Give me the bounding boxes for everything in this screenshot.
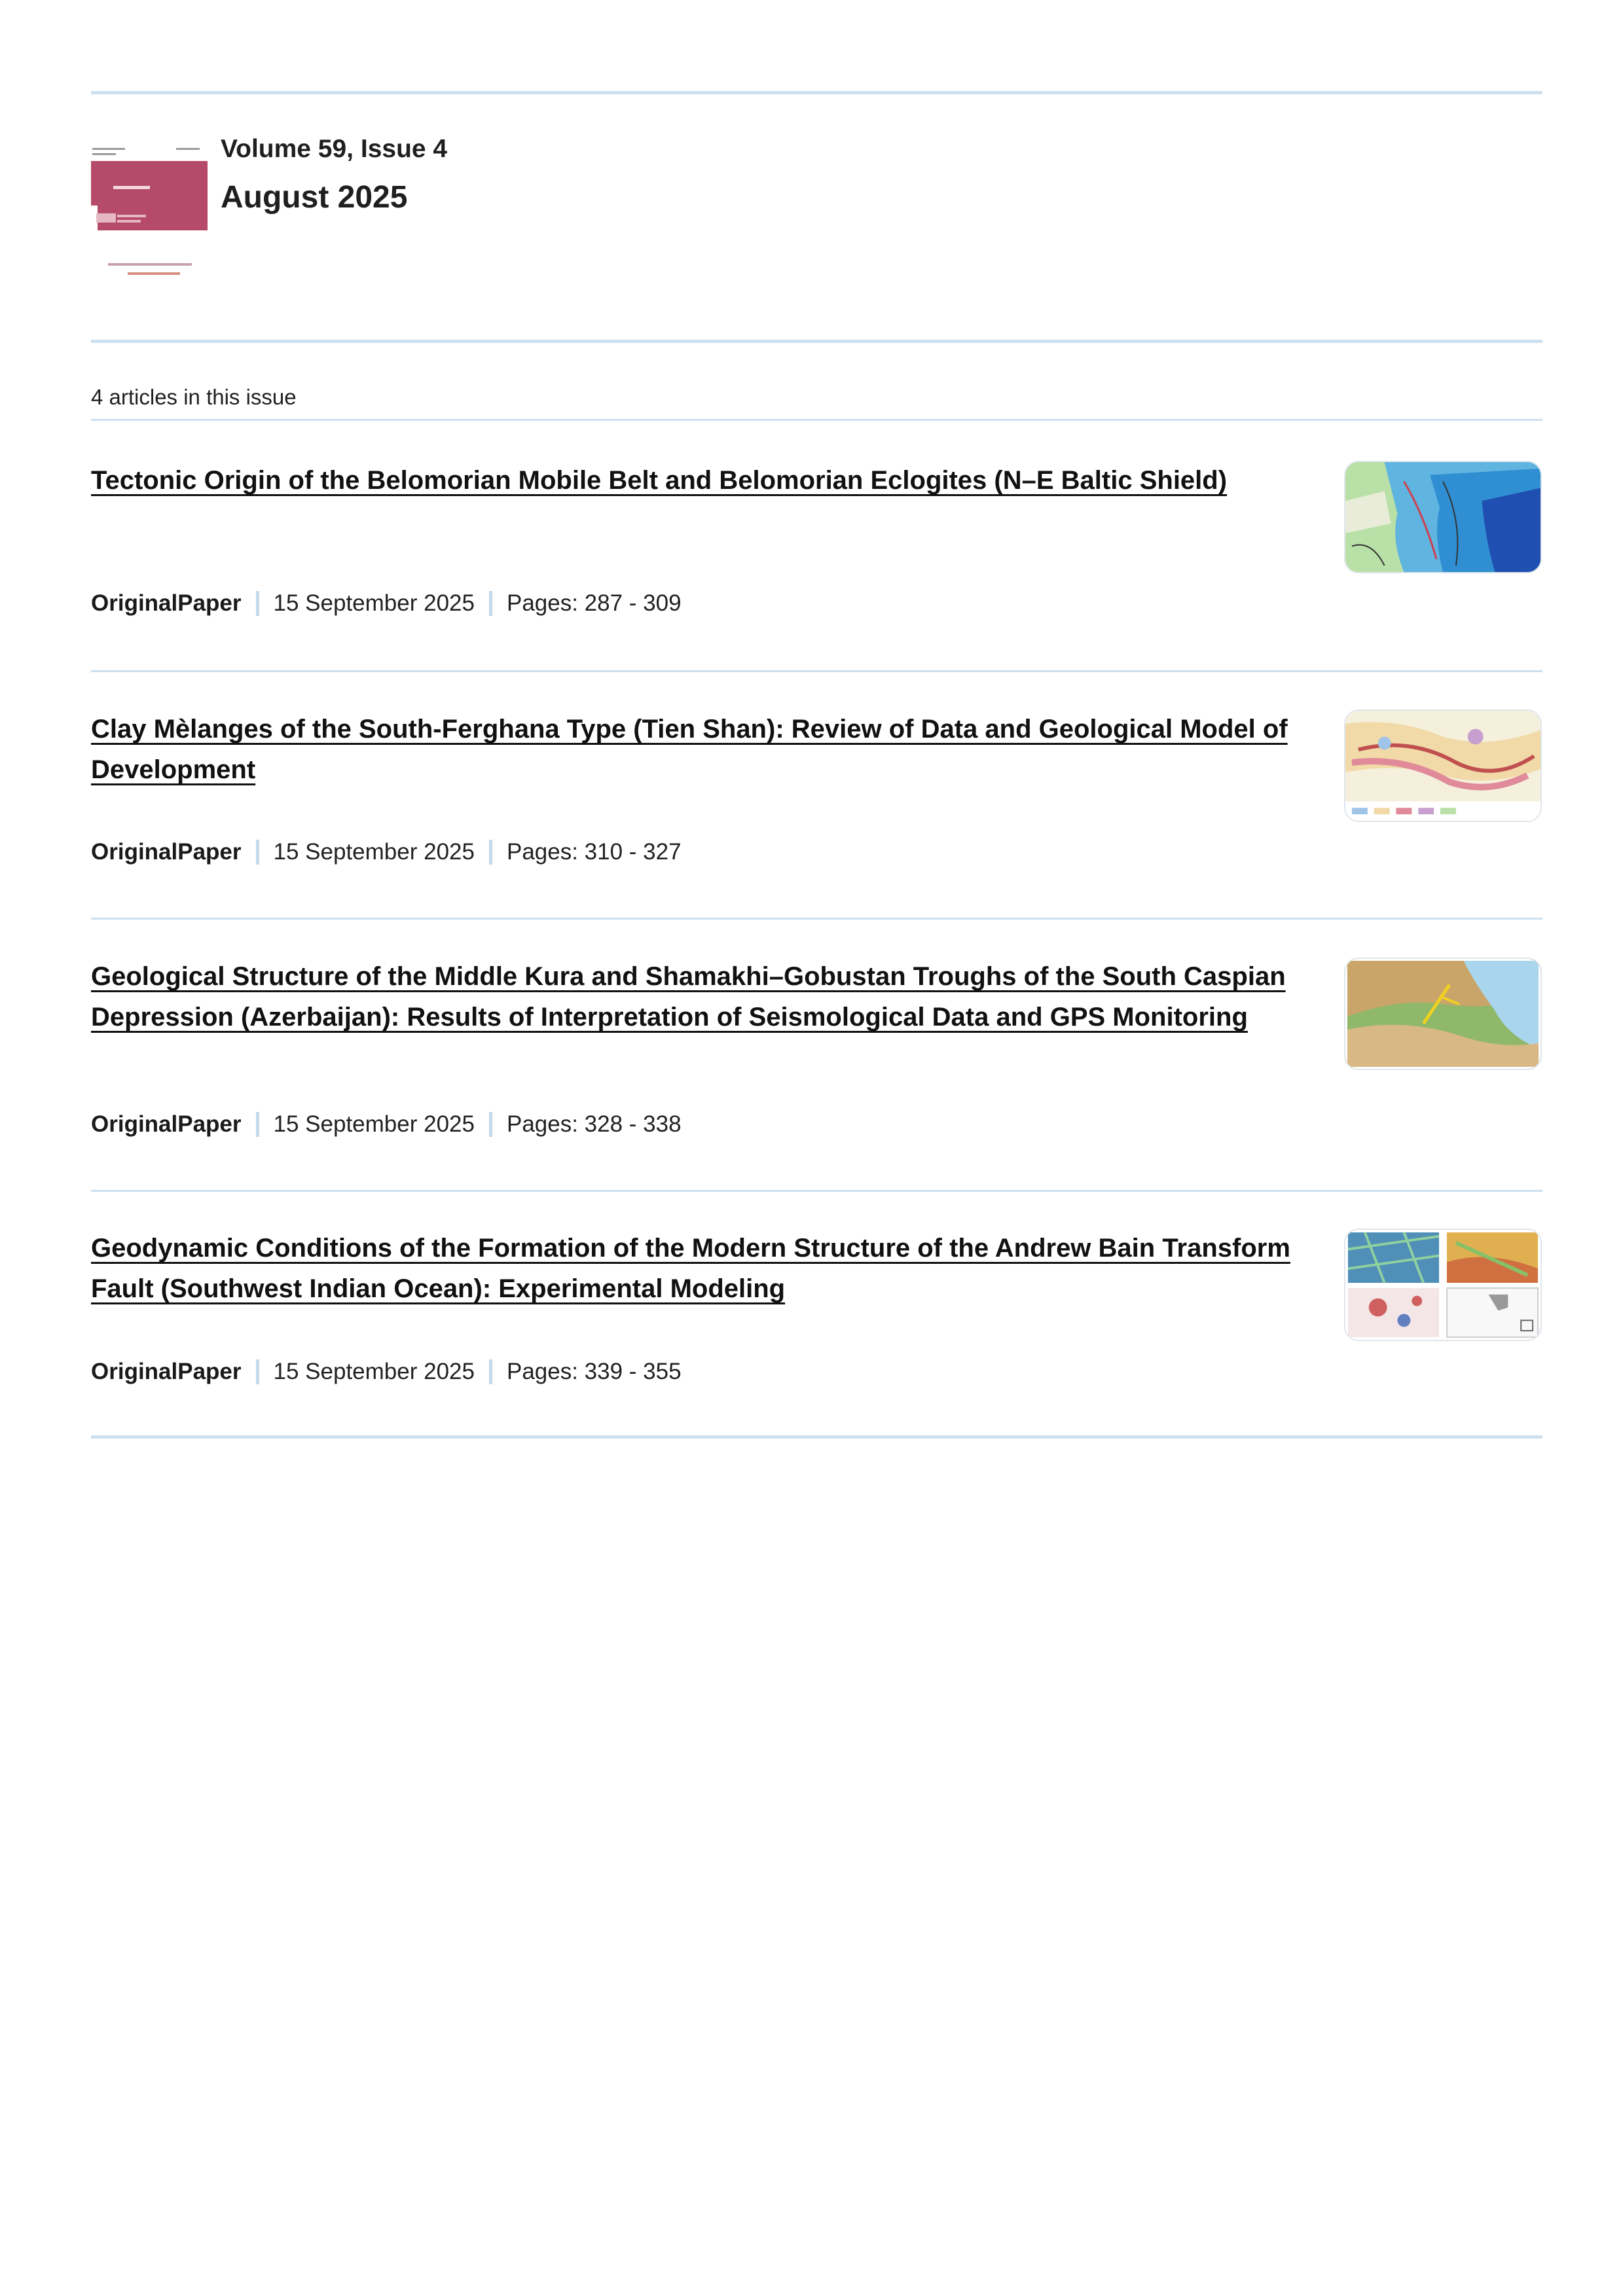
article-divider [91, 918, 1542, 920]
article-thumbnail[interactable] [1344, 1229, 1542, 1341]
header-top-divider [91, 91, 1542, 94]
meta-separator [489, 591, 492, 616]
meta-separator [489, 1112, 492, 1137]
cover-title-band [91, 161, 208, 230]
article-meta [91, 1357, 682, 1386]
article-type: OriginalPaper [91, 1111, 242, 1137]
article-date: 15 September 2025 [273, 1111, 475, 1137]
meta-separator [256, 1112, 259, 1137]
article-title-link[interactable]: Geodynamic Conditions of the Formation of the Modern Structure of the Andrew Bain Transform Fault (Southwest Indian Ocean): Experimental Modeling [91, 1234, 1290, 1303]
article-type: OriginalPaper [91, 1359, 242, 1384]
article-title-link[interactable]: Clay Mèlanges of the South-Ferghana Type (Tien Shan): Review of Data and Geological Model of Development [91, 715, 1288, 784]
article-type: OriginalPaper [91, 839, 242, 865]
article-pages: Pages: 287 - 309 [506, 590, 682, 616]
journal-cover-image[interactable] [91, 145, 208, 284]
issue-date: August 2025 [221, 180, 408, 215]
article-thumbnail[interactable] [1344, 709, 1542, 822]
article-date: 15 September 2025 [273, 839, 475, 865]
articles-count: 4 articles in this issue [91, 385, 297, 409]
article-date: 15 September 2025 [273, 590, 475, 616]
meta-separator [256, 591, 259, 616]
article-pages: Pages: 310 - 327 [506, 839, 682, 865]
meta-separator [489, 1359, 492, 1384]
meta-separator [256, 1359, 259, 1384]
article-meta [91, 589, 682, 618]
list-bottom-divider [91, 1435, 1542, 1439]
article-divider [91, 670, 1542, 672]
article-date: 15 September 2025 [273, 1359, 475, 1384]
article-title-link[interactable]: Tectonic Origin of the Belomorian Mobile Belt and Belomorian Eclogites (N–E Baltic Shield) [91, 466, 1228, 495]
cover-header-strip [91, 145, 208, 158]
article-divider [91, 1190, 1542, 1192]
article-meta [91, 838, 682, 867]
article-thumbnail[interactable] [1344, 461, 1542, 573]
article-pages: Pages: 328 - 338 [506, 1111, 682, 1137]
article-title-link[interactable]: Geological Structure of the Middle Kura and Shamakhi–Gobustan Troughs of the South Caspian Depression (Azerbaijan): Results of Interpretation of Seismological Data and GPS Monitoring [91, 962, 1286, 1031]
meta-separator [489, 840, 492, 865]
cover-publisher-mark [108, 263, 192, 266]
article-meta [91, 1110, 682, 1139]
list-top-divider [91, 419, 1542, 421]
article-pages: Pages: 339 - 355 [506, 1359, 682, 1384]
cover-publisher-mark-2 [128, 272, 180, 275]
header-bottom-divider [91, 340, 1542, 343]
article-type: OriginalPaper [91, 590, 242, 616]
article-thumbnail[interactable] [1344, 958, 1542, 1070]
issue-volume: Volume 59, Issue 4 [221, 135, 448, 163]
meta-separator [256, 840, 259, 865]
